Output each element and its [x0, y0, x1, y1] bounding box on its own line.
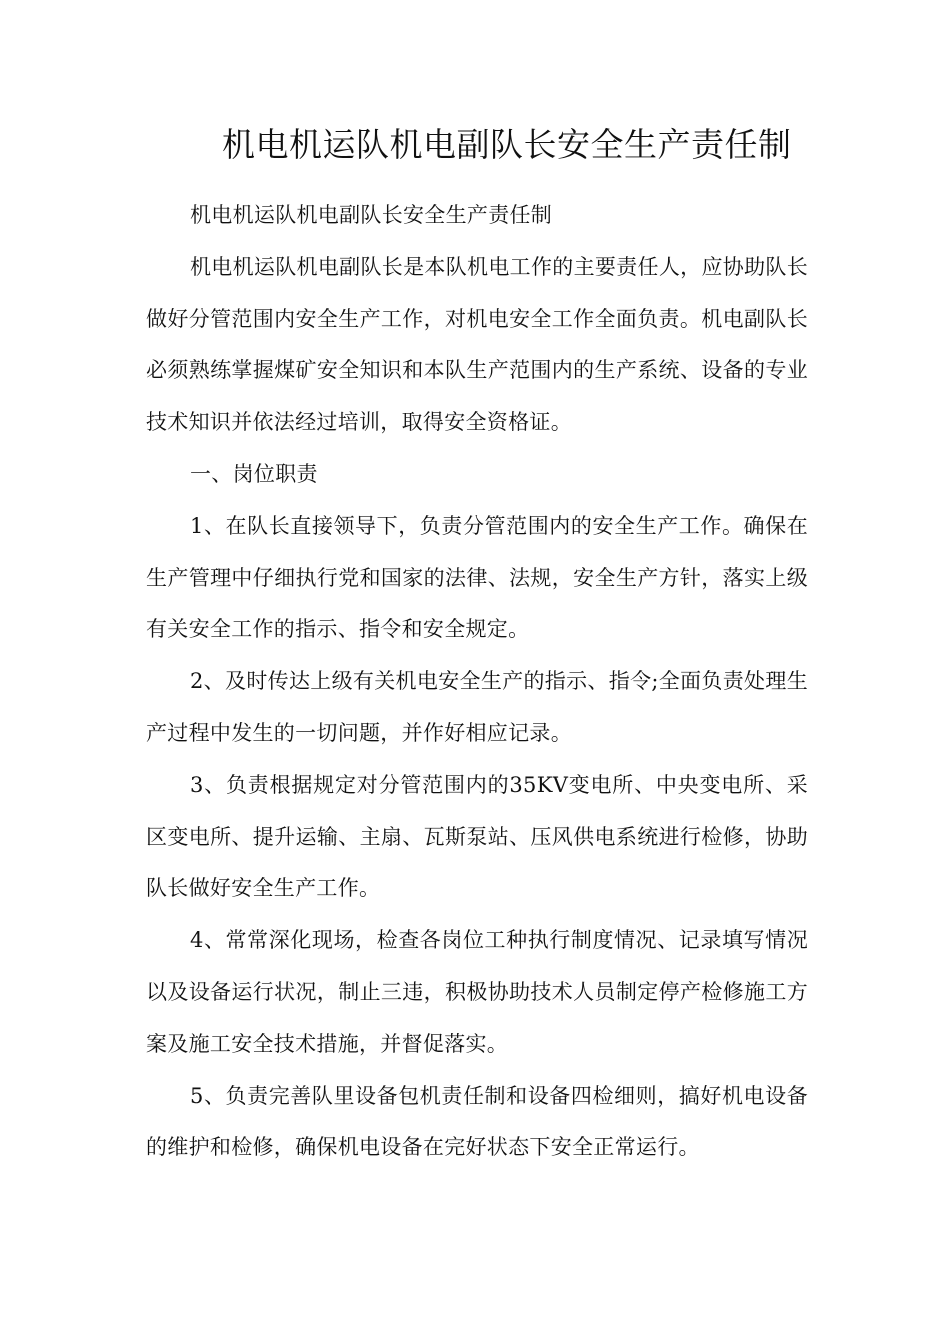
document-body: [146, 190, 808, 1174]
duty-item-3: 3、负责根据规定对分管范围内的35KV变电所、中央变电所、采区变电所、提升运输、主扇、瓦斯泵站、压风供电系统进行检修，协助队长做好安全生产工作。: [146, 772, 808, 901]
paragraph-intro: 机电机运队机电副队长是本队机电工作的主要责任人，应协助队长做好分管范围内安全生产工作，对机电安全工作全面负责。机电副队长必须熟练掌握煤矿安全知识和本队生产范围内的生产系统、设备的专业技术知识并依法经过培训，取得安全资格证。: [146, 254, 808, 435]
duty-item-2: 2、及时传达上级有关机电安全生产的指示、指令;全面负责处理生产过程中发生的一切问题，并作好相应记录。: [146, 669, 808, 745]
duty-item-1: 1、在队长直接领导下，负责分管范围内的安全生产工作。确保在生产管理中仔细执行党和国家的法律、法规，安全生产方针，落实上级有关安全工作的指示、指令和安全规定。: [146, 513, 808, 642]
duty-item-4: 4、常常深化现场，检查各岗位工种执行制度情况、记录填写情况以及设备运行状况，制止三违，积极协助技术人员制定停产检修施工方案及施工安全技术措施，并督促落实。: [146, 928, 808, 1056]
document-title: 机电机运队机电副队长安全生产责任制: [222, 125, 792, 164]
duty-item-5: 5、负责完善队里设备包机责任制和设备四检细则，搞好机电设备的维护和检修，确保机电设备在完好状态下安全正常运行。: [146, 1083, 808, 1160]
paragraph-subtitle: 机电机运队机电副队长安全生产责任制: [190, 203, 553, 227]
section-heading-duties: 一、岗位职责: [190, 461, 318, 486]
